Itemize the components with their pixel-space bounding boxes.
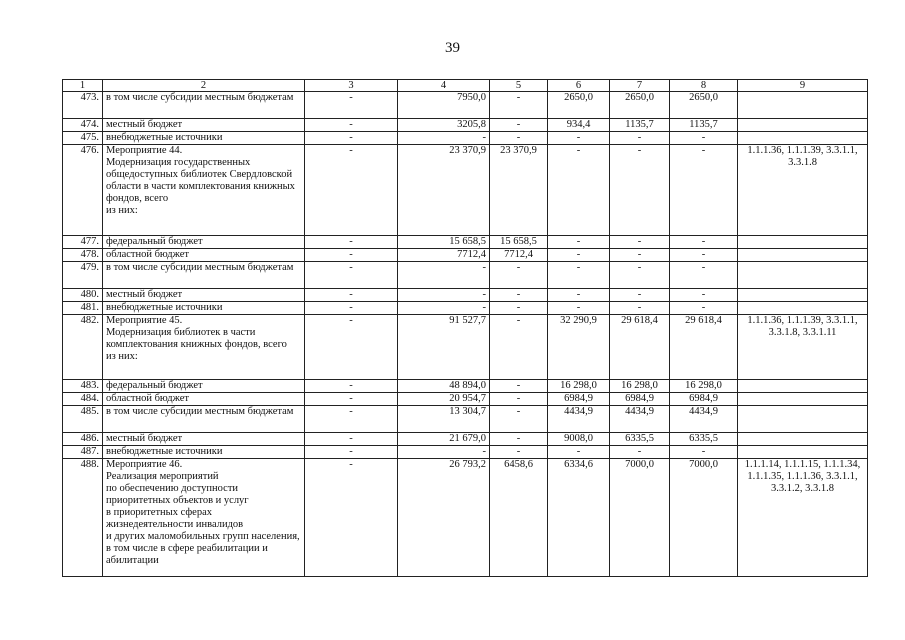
col5-cell: 6458,6 xyxy=(490,459,548,577)
col5-cell: 7712,4 xyxy=(490,249,548,262)
targets-cell xyxy=(738,289,868,302)
column-header: 6 xyxy=(548,80,610,92)
targets-cell xyxy=(738,119,868,132)
table-row xyxy=(63,406,868,433)
table-row xyxy=(63,236,868,249)
targets-cell: 1.1.1.14, 1.1.1.15, 1.1.1.34, 1.1.1.35, 1.1.1.36, 3.3.1.1, 3.3.1.2, 3.3.1.8 xyxy=(738,459,868,577)
row-number-cell: 477. xyxy=(63,236,103,249)
table-row xyxy=(63,119,868,132)
col8-cell: 29 618,4 xyxy=(670,315,738,380)
col6-cell: 6984,9 xyxy=(548,393,610,406)
description-cell: местный бюджет xyxy=(103,289,305,302)
row-number-cell: 487. xyxy=(63,446,103,459)
col6-cell: - xyxy=(548,132,610,145)
description-cell: областной бюджет xyxy=(103,393,305,406)
col3-cell: - xyxy=(305,289,398,302)
col3-cell: - xyxy=(305,236,398,249)
col6-cell: - xyxy=(548,446,610,459)
description-cell: в том числе субсидии местным бюджетам xyxy=(103,406,305,433)
col5-cell: - xyxy=(490,406,548,433)
col4-total-cell: 20 954,7 xyxy=(398,393,490,406)
col5-cell: - xyxy=(490,380,548,393)
col3-cell: - xyxy=(305,380,398,393)
col3-cell: - xyxy=(305,315,398,380)
description-cell: внебюджетные источники xyxy=(103,132,305,145)
description-cell: местный бюджет xyxy=(103,433,305,446)
col8-cell: 4434,9 xyxy=(670,406,738,433)
col7-cell: 6335,5 xyxy=(610,433,670,446)
col5-cell: - xyxy=(490,119,548,132)
col6-cell: 16 298,0 xyxy=(548,380,610,393)
col3-cell: - xyxy=(305,446,398,459)
col7-cell: - xyxy=(610,132,670,145)
table-row xyxy=(63,92,868,119)
col6-cell: - xyxy=(548,249,610,262)
col4-total-cell: 15 658,5 xyxy=(398,236,490,249)
col4-total-cell: 48 894,0 xyxy=(398,380,490,393)
col3-cell: - xyxy=(305,262,398,289)
col7-cell: - xyxy=(610,145,670,236)
col8-cell: 2650,0 xyxy=(670,92,738,119)
col4-total-cell: 21 679,0 xyxy=(398,433,490,446)
col5-cell: - xyxy=(490,433,548,446)
col3-cell: - xyxy=(305,119,398,132)
col5-cell: - xyxy=(490,92,548,119)
col3-cell: - xyxy=(305,302,398,315)
col8-cell: 1135,7 xyxy=(670,119,738,132)
description-cell: областной бюджет xyxy=(103,249,305,262)
col8-cell: 6335,5 xyxy=(670,433,738,446)
column-header: 4 xyxy=(398,80,490,92)
col8-cell: - xyxy=(670,236,738,249)
col8-cell: - xyxy=(670,289,738,302)
col5-cell: - xyxy=(490,315,548,380)
col3-cell: - xyxy=(305,132,398,145)
col5-cell: 15 658,5 xyxy=(490,236,548,249)
row-number-cell: 482. xyxy=(63,315,103,380)
col3-cell: - xyxy=(305,393,398,406)
col7-cell: 6984,9 xyxy=(610,393,670,406)
description-cell: федеральный бюджет xyxy=(103,380,305,393)
table-row xyxy=(63,302,868,315)
col5-cell: - xyxy=(490,393,548,406)
table-row xyxy=(63,132,868,145)
col7-cell: - xyxy=(610,249,670,262)
column-header: 3 xyxy=(305,80,398,92)
col8-cell: 7000,0 xyxy=(670,459,738,577)
table-row xyxy=(63,145,868,236)
col3-cell: - xyxy=(305,145,398,236)
col3-cell: - xyxy=(305,433,398,446)
row-number-cell: 480. xyxy=(63,289,103,302)
col4-total-cell: 23 370,9 xyxy=(398,145,490,236)
col8-cell: - xyxy=(670,446,738,459)
col5-cell: - xyxy=(490,302,548,315)
description-cell: внебюджетные источники xyxy=(103,302,305,315)
targets-cell xyxy=(738,132,868,145)
header-row xyxy=(63,80,868,92)
col3-cell: - xyxy=(305,92,398,119)
description-cell: Мероприятие 44. Модернизация государственных общедоступных библиотек Свердловской области в части комплектования книжных фондов, всего из них: xyxy=(103,145,305,236)
row-number-cell: 478. xyxy=(63,249,103,262)
targets-cell xyxy=(738,236,868,249)
targets-cell xyxy=(738,393,868,406)
col5-cell: 23 370,9 xyxy=(490,145,548,236)
col3-cell: - xyxy=(305,406,398,433)
col8-cell: - xyxy=(670,262,738,289)
targets-cell xyxy=(738,446,868,459)
col3-cell: - xyxy=(305,249,398,262)
col6-cell: 9008,0 xyxy=(548,433,610,446)
col4-total-cell: 3205,8 xyxy=(398,119,490,132)
col6-cell: 6334,6 xyxy=(548,459,610,577)
targets-cell xyxy=(738,380,868,393)
targets-cell xyxy=(738,92,868,119)
column-header: 7 xyxy=(610,80,670,92)
col4-total-cell: - xyxy=(398,289,490,302)
col8-cell: - xyxy=(670,249,738,262)
description-cell: в том числе субсидии местным бюджетам xyxy=(103,262,305,289)
row-number-cell: 474. xyxy=(63,119,103,132)
col6-cell: 934,4 xyxy=(548,119,610,132)
column-header: 8 xyxy=(670,80,738,92)
table-row xyxy=(63,459,868,577)
description-cell: внебюджетные источники xyxy=(103,446,305,459)
row-number-cell: 488. xyxy=(63,459,103,577)
col4-total-cell: - xyxy=(398,302,490,315)
description-cell: федеральный бюджет xyxy=(103,236,305,249)
col7-cell: - xyxy=(610,446,670,459)
col6-cell: 4434,9 xyxy=(548,406,610,433)
budget-table xyxy=(62,79,868,577)
column-header: 9 xyxy=(738,80,868,92)
col6-cell: 2650,0 xyxy=(548,92,610,119)
col7-cell: 29 618,4 xyxy=(610,315,670,380)
col4-total-cell: 13 304,7 xyxy=(398,406,490,433)
col6-cell: - xyxy=(548,302,610,315)
col8-cell: - xyxy=(670,145,738,236)
column-header: 5 xyxy=(490,80,548,92)
targets-cell xyxy=(738,249,868,262)
table-row xyxy=(63,393,868,406)
row-number-cell: 481. xyxy=(63,302,103,315)
table-row xyxy=(63,262,868,289)
row-number-cell: 473. xyxy=(63,92,103,119)
col7-cell: - xyxy=(610,302,670,315)
col7-cell: 2650,0 xyxy=(610,92,670,119)
table-row xyxy=(63,315,868,380)
page-number: 39 xyxy=(445,40,460,56)
row-number-cell: 475. xyxy=(63,132,103,145)
row-number-cell: 483. xyxy=(63,380,103,393)
col4-total-cell: - xyxy=(398,446,490,459)
targets-cell: 1.1.1.36, 1.1.1.39, 3.3.1.1, 3.3.1.8, 3.3.1.11 xyxy=(738,315,868,380)
col6-cell: - xyxy=(548,289,610,302)
col6-cell: - xyxy=(548,145,610,236)
table-row xyxy=(63,446,868,459)
col4-total-cell: - xyxy=(398,132,490,145)
table-row xyxy=(63,433,868,446)
targets-cell xyxy=(738,433,868,446)
col8-cell: 16 298,0 xyxy=(670,380,738,393)
col4-total-cell: - xyxy=(398,262,490,289)
description-cell: местный бюджет xyxy=(103,119,305,132)
row-number-cell: 486. xyxy=(63,433,103,446)
col7-cell: - xyxy=(610,262,670,289)
col4-total-cell: 7950,0 xyxy=(398,92,490,119)
targets-cell xyxy=(738,406,868,433)
table-row xyxy=(63,380,868,393)
col4-total-cell: 91 527,7 xyxy=(398,315,490,380)
col7-cell: 16 298,0 xyxy=(610,380,670,393)
row-number-cell: 476. xyxy=(63,145,103,236)
column-header: 2 xyxy=(103,80,305,92)
col4-total-cell: 26 793,2 xyxy=(398,459,490,577)
col5-cell: - xyxy=(490,262,548,289)
col7-cell: - xyxy=(610,236,670,249)
table-row xyxy=(63,289,868,302)
description-cell: Мероприятие 45. Модернизация библиотек в части комплектования книжных фондов, всего из них: xyxy=(103,315,305,380)
col4-total-cell: 7712,4 xyxy=(398,249,490,262)
col7-cell: 7000,0 xyxy=(610,459,670,577)
col7-cell: 4434,9 xyxy=(610,406,670,433)
col6-cell: - xyxy=(548,236,610,249)
column-header: 1 xyxy=(63,80,103,92)
description-cell: в том числе субсидии местным бюджетам xyxy=(103,92,305,119)
row-number-cell: 485. xyxy=(63,406,103,433)
row-number-cell: 479. xyxy=(63,262,103,289)
col7-cell: 1135,7 xyxy=(610,119,670,132)
col7-cell: - xyxy=(610,289,670,302)
targets-cell xyxy=(738,262,868,289)
row-number-cell: 484. xyxy=(63,393,103,406)
targets-cell: 1.1.1.36, 1.1.1.39, 3.3.1.1, 3.3.1.8 xyxy=(738,145,868,236)
targets-cell xyxy=(738,302,868,315)
col5-cell: - xyxy=(490,132,548,145)
description-cell: Мероприятие 46. Реализация мероприятий по обеспечению доступности приоритетных объектов и услуг в приоритетных сферах жизнедеятельности инвалидов и других маломобильных групп населения, в том числе в сфере реабилитации и абилитации xyxy=(103,459,305,577)
col5-cell: - xyxy=(490,289,548,302)
col5-cell: - xyxy=(490,446,548,459)
col8-cell: 6984,9 xyxy=(670,393,738,406)
col6-cell: 32 290,9 xyxy=(548,315,610,380)
col3-cell: - xyxy=(305,459,398,577)
table-row xyxy=(63,249,868,262)
col8-cell: - xyxy=(670,302,738,315)
col8-cell: - xyxy=(670,132,738,145)
col6-cell: - xyxy=(548,262,610,289)
